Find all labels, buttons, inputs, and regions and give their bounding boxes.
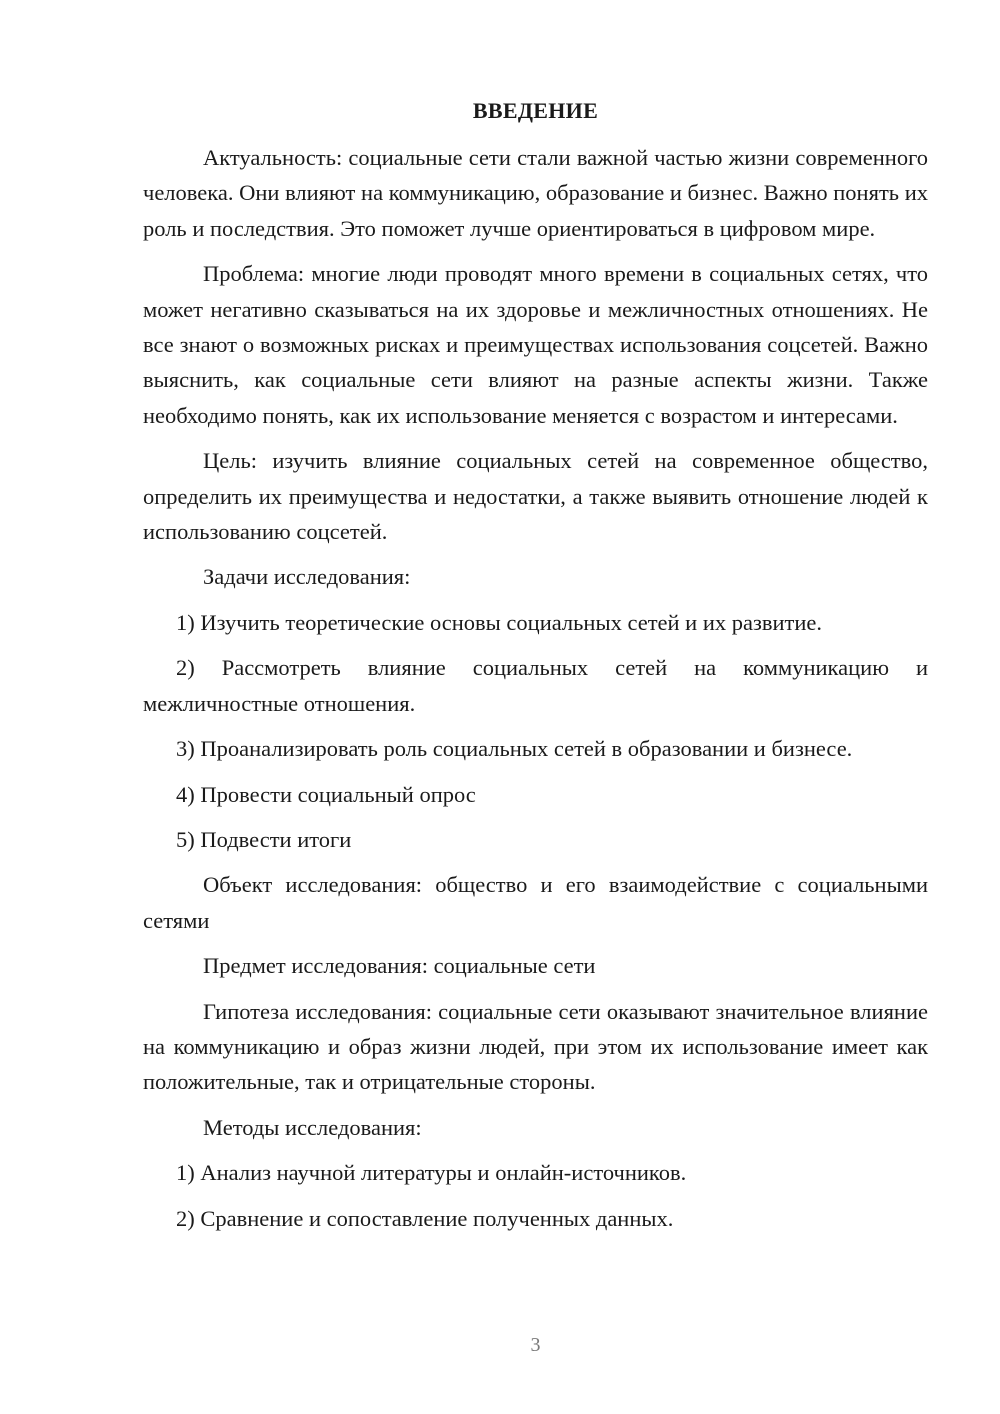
page-number: 3 [530, 1334, 541, 1356]
paragraph-subject: Предмет исследования: социальные сети [203, 953, 596, 979]
paragraph-relevance: Актуальность: социальные сети стали важной частью жизни современного человека. Они влияют на коммуникацию, образование и бизнес. Важно понять их роль и последствия. Это поможет лучше ориентироваться в цифровом мире. [143, 145, 928, 241]
task-item-2: 2) Рассмотреть влияние социальных сетей на коммуникацию и межличностные отношения. [143, 655, 928, 716]
paragraph-hypothesis: Гипотеза исследования: социальные сети оказывают значительное влияние на коммуникацию и образ жизни людей, при этом их использование имеет как положительные, так и отрицательные стороны. [143, 998, 928, 1095]
page-title: ВВЕДЕНИЕ [472, 98, 599, 123]
method-item-1: 1) Анализ научной литературы и онлайн-источников. [176, 1160, 687, 1186]
task-item-1: 1) Изучить теоретические основы социальных сетей и их развитие. [176, 609, 823, 635]
body-text [143, 140, 928, 1246]
paragraph-goal: Цель: изучить влияние социальных сетей на современное общество, определить их преимущества и недостатки, а также выявить отношение людей к использованию соцсетей. [143, 448, 928, 545]
paragraph-problem: Проблема: многие люди проводят много времени в социальных сетях, что может негативно сказываться на их здоровье и межличностных отношениях. Не все знают о возможных рисках и преимуществах использования соцсетей. Важно выяснить, как социальные сети влияют на разные аспекты жизни. Также необходимо понять, как их использование меняется с возрастом и интересами. [143, 261, 928, 428]
task-item-4: 4) Провести социальный опрос [176, 781, 476, 807]
task-item-3: 3) Проанализировать роль социальных сетей в образовании и бизнесе. [176, 736, 853, 762]
task-item-5: 5) Подвести итоги [176, 826, 352, 852]
methods-heading: Методы исследования: [203, 1114, 422, 1140]
paragraph-object: Объект исследования: общество и его взаимодействие с социальными сетями [143, 872, 928, 933]
tasks-heading: Задачи исследования: [203, 564, 411, 590]
method-item-2: 2) Сравнение и сопоставление полученных данных. [176, 1205, 674, 1231]
